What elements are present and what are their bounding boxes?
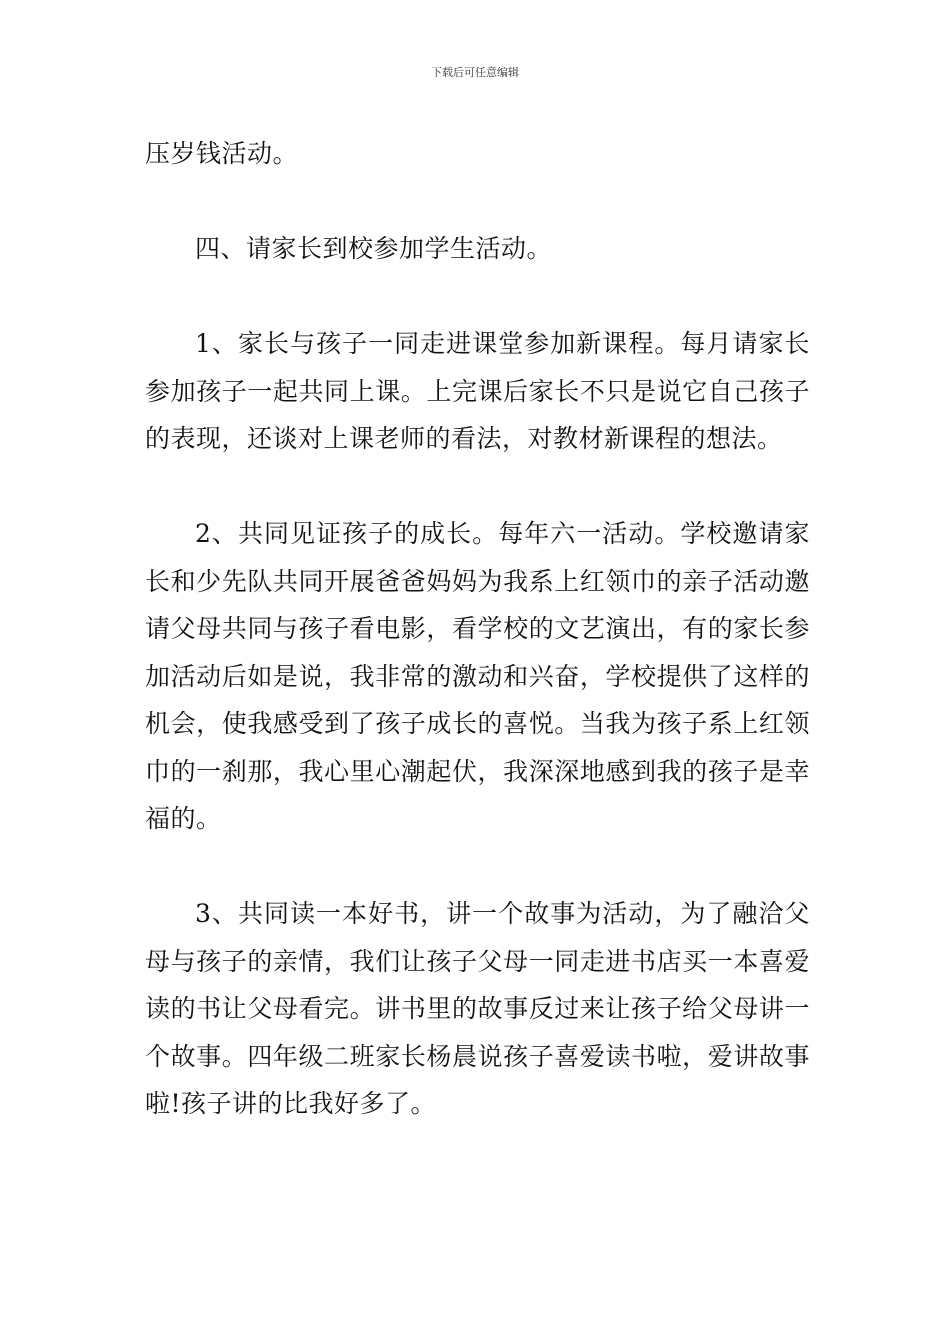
paragraph-item-2: 2、共同见证孩子的成长。每年六一活动。学校邀请家长和少先队共同开展爸爸妈妈为我系上红领巾的亲子活动邀请父母共同与孩子看电影，看学校的文艺演出，有的家长参加活动后如是说，我非常的激动和兴奋，学校提供了这样的机会，使我感受到了孩子成长的喜悦。当我为孩子系上红领巾的一刹那，我心里心潮起伏，我深深地感到我的孩子是幸福的。 <box>145 519 810 833</box>
paragraph-item-3: 3、共同读一本好书，讲一个故事为活动，为了融洽父母与孩子的亲情，我们让孩子父母一同走进书店买一本喜爱读的书让父母看完。讲书里的故事反过来让孩子给父母讲一个故事。四年级二班家长杨晨说孩子喜爱读书啦，爱讲故事啦!孩子讲的比我好多了。 <box>145 899 810 1118</box>
paragraph-item-1: 1、家长与孩子一同走进课堂参加新课程。每月请家长参加孩子一起共同上课。上完课后家长不只是说它自己孩子的表现，还谈对上课老师的看法，对教材新课程的想法。 <box>145 329 810 453</box>
document-body <box>145 130 810 1128</box>
paragraph-continuation: 压岁钱活动。 <box>145 139 299 168</box>
section-heading: 四、请家长到校参加学生活动。 <box>195 234 553 263</box>
page-header: 下载后可任意编辑 <box>431 66 519 79</box>
